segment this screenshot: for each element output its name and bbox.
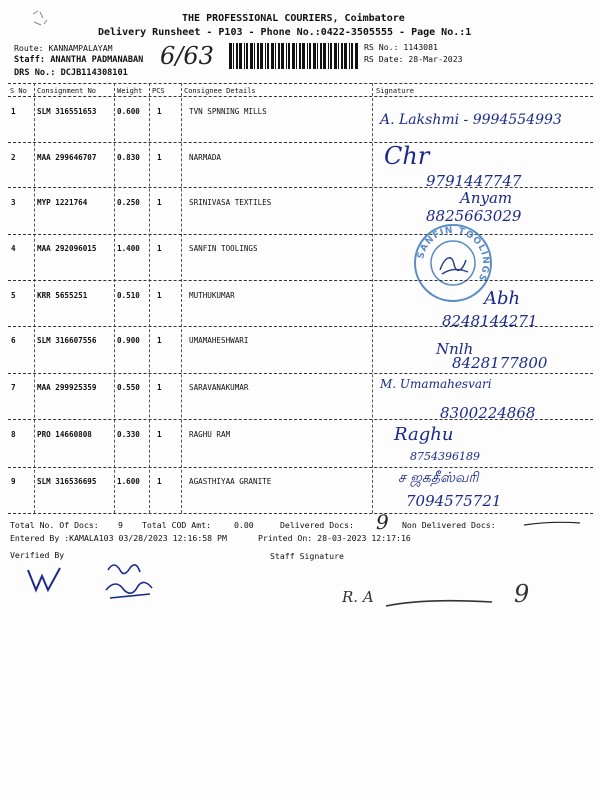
row-consignment: MAA 299925359 [37, 383, 97, 392]
barcode-bar [307, 43, 308, 69]
row-consignee: NARMADA [189, 153, 222, 162]
col-sep-2 [114, 83, 115, 513]
rs-date: RS Date: 28-Mar-2023 [364, 54, 463, 64]
col-consignment: Consignment No [37, 87, 97, 95]
barcode-bar [286, 43, 287, 69]
row-consignment: MAA 292096015 [37, 244, 97, 253]
runsheet-subtitle: Delivery Runsheet - P103 - Phone No.:0422-3505555 - Page No.:1 [98, 27, 472, 38]
drs-label: DRS No.: DCJB114308101 [14, 68, 128, 78]
route-label: Route: KANNAMPALAYAM [14, 43, 113, 53]
verifier-signature [26, 566, 76, 596]
non-delivered-label: Non Delivered Docs: [402, 520, 496, 530]
barcode-bar [265, 43, 266, 69]
row-phone: 8754396189 [410, 450, 480, 463]
barcode-bar [229, 43, 232, 69]
row-signature: Anyam [460, 189, 513, 207]
barcode-bar [254, 43, 255, 69]
barcode-bar [302, 43, 305, 69]
barcode-bar [349, 43, 350, 69]
staff-signature-text: R. A [342, 588, 374, 606]
row-consignment: MAA 299646707 [37, 153, 97, 162]
barcode [229, 43, 359, 69]
delivered-value: 9 [376, 510, 389, 534]
barcode-bar [330, 43, 332, 69]
row-pcs: 1 [157, 153, 162, 162]
row-signature: A. Lakshmi - 9994554993 [380, 112, 562, 128]
barcode-bar [323, 43, 326, 69]
barcode-bar [341, 43, 343, 69]
row-consignment: SLM 316607556 [37, 336, 97, 345]
row-signature: Chr [384, 142, 430, 170]
barcode-bar [236, 43, 238, 69]
barcode-bar [275, 43, 276, 69]
barcode-bar [351, 43, 353, 69]
col-sno: S No [10, 87, 27, 95]
row-phone: 7094575721 [406, 492, 502, 510]
col-sep-5 [372, 83, 373, 513]
row-divider [8, 142, 593, 143]
row-pcs: 1 [157, 107, 162, 116]
table-bottom-rule [8, 513, 593, 514]
company-stamp [412, 222, 494, 304]
barcode-bar [338, 43, 339, 69]
row-phone: 8300224868 [440, 404, 536, 422]
cod-value: 0.00 [234, 520, 254, 530]
row-divider [8, 373, 593, 374]
barcode-bar [292, 43, 295, 69]
total-docs-label: Total No. Of Docs: [10, 520, 99, 530]
row-consignee: TVN SPNNING MILLS [189, 107, 267, 116]
barcode-bar [278, 43, 280, 69]
cod-label: Total COD Amt: [142, 520, 212, 530]
total-docs-value: 9 [118, 520, 123, 530]
row-divider [8, 187, 593, 188]
barcode-bar [250, 43, 253, 69]
barcode-bar [317, 43, 318, 69]
barcode-bar [313, 43, 316, 69]
barcode-bar [355, 43, 358, 69]
barcode-bar [260, 43, 263, 69]
row-weight: 0.250 [117, 198, 140, 207]
row-signature: ச ஜகதீஸ்வரி [398, 470, 479, 486]
header-smudge [30, 8, 50, 30]
smudge-mark [30, 8, 52, 30]
company-title: THE PROFESSIONAL COURIERS, Coimbatore [182, 13, 405, 24]
row-weight: 0.900 [117, 336, 140, 345]
row-signature: Nnlh [436, 340, 474, 358]
barcode-bar [320, 43, 322, 69]
barcode-bar [257, 43, 259, 69]
row-consignment: SLM 316551653 [37, 107, 97, 116]
handwritten-count: 6/63 [160, 42, 214, 70]
row-sno: 3 [11, 198, 16, 207]
col-weight: Weight [117, 87, 143, 95]
row-sno: 2 [11, 153, 16, 162]
row-weight: 0.510 [117, 291, 140, 300]
staff-label: Staff: ANANTHA PADMANABAN [14, 55, 144, 65]
row-pcs: 1 [157, 198, 162, 207]
barcode-bar [233, 43, 234, 69]
row-sno: 9 [11, 477, 16, 486]
printed-on: Printed On: 28-03-2023 12:17:16 [258, 533, 411, 543]
row-weight: 0.550 [117, 383, 140, 392]
stamp-icon [412, 222, 494, 304]
header-bottom-rule [8, 96, 593, 97]
row-sno: 6 [11, 336, 16, 345]
row-consignee: AGASTHIYAA GRANITE [189, 477, 272, 486]
row-pcs: 1 [157, 244, 162, 253]
barcode-bar [267, 43, 269, 69]
row-consignment: MYP 1221764 [37, 198, 88, 207]
rs-number: RS No.: 1143081 [364, 42, 438, 52]
row-sno: 8 [11, 430, 16, 439]
row-weight: 0.330 [117, 430, 140, 439]
row-weight: 0.830 [117, 153, 140, 162]
row-pcs: 1 [157, 291, 162, 300]
col-sep-3 [149, 83, 150, 513]
row-sno: 4 [11, 244, 16, 253]
barcode-bar [288, 43, 290, 69]
row-consignee: UMAMAHESHWARI [189, 336, 249, 345]
barcode-bar [244, 43, 245, 69]
row-consignment: KRR 5655251 [37, 291, 88, 300]
verifier-initials [102, 556, 172, 606]
barcode-bar [239, 43, 242, 69]
staff-signature-label: Staff Signature [270, 551, 344, 561]
col-consignee: Consignee Details [184, 87, 256, 95]
row-sno: 7 [11, 383, 16, 392]
row-consignee: SANFIN TOOLINGS [189, 244, 258, 253]
row-phone: 8825663029 [426, 207, 522, 225]
row-consignment: PRO 14660808 [37, 430, 92, 439]
non-delivered-dash [522, 520, 582, 528]
row-weight: 1.400 [117, 244, 140, 253]
header-top-rule [8, 83, 593, 84]
barcode-bar [328, 43, 329, 69]
barcode-bar [271, 43, 274, 69]
col-pcs: PCS [152, 87, 165, 95]
row-pcs: 1 [157, 336, 162, 345]
row-divider [8, 467, 593, 468]
row-consignee: RAGHU RAM [189, 430, 231, 439]
barcode-bar [246, 43, 248, 69]
row-signature: Raghu [394, 424, 454, 445]
staff-signature-number: 9 [514, 580, 530, 608]
barcode-bar [296, 43, 297, 69]
barcode-bar [309, 43, 311, 69]
row-sno: 1 [11, 107, 16, 116]
row-divider [8, 326, 593, 327]
row-phone: 8248144271 [442, 312, 538, 330]
col-signature: Signature [376, 87, 414, 95]
row-divider [8, 234, 593, 235]
entered-by: Entered By :KAMALA103 03/28/2023 12:16:58 PM [10, 533, 227, 543]
row-consignment: SLM 316536695 [37, 477, 97, 486]
svg-text:SANFIN TOOLINGS: SANFIN TOOLINGS [416, 225, 491, 284]
verified-by-label: Verified By [10, 550, 65, 560]
row-divider [8, 280, 593, 281]
row-pcs: 1 [157, 477, 162, 486]
row-signature: Abh [484, 288, 521, 309]
staff-signature-stroke [384, 594, 494, 614]
barcode-bar [281, 43, 284, 69]
row-weight: 1.600 [117, 477, 140, 486]
col-sep-4 [181, 83, 182, 513]
row-phone: 9791447747 [426, 172, 522, 190]
barcode-bar [344, 43, 347, 69]
row-sno: 5 [11, 291, 16, 300]
col-sep-1 [34, 83, 35, 513]
row-pcs: 1 [157, 383, 162, 392]
row-divider [8, 419, 593, 420]
barcode-bar [299, 43, 301, 69]
barcode-bar [334, 43, 337, 69]
row-weight: 0.600 [117, 107, 140, 116]
row-pcs: 1 [157, 430, 162, 439]
delivered-label: Delivered Docs: [280, 520, 354, 530]
row-consignee: SARAVANAKUMAR [189, 383, 249, 392]
row-signature: M. Umamahesvari [380, 377, 492, 391]
row-consignee: MUTHUKUMAR [189, 291, 235, 300]
row-phone: 8428177800 [452, 354, 548, 372]
row-consignee: SRINIVASA TEXTILES [189, 198, 272, 207]
